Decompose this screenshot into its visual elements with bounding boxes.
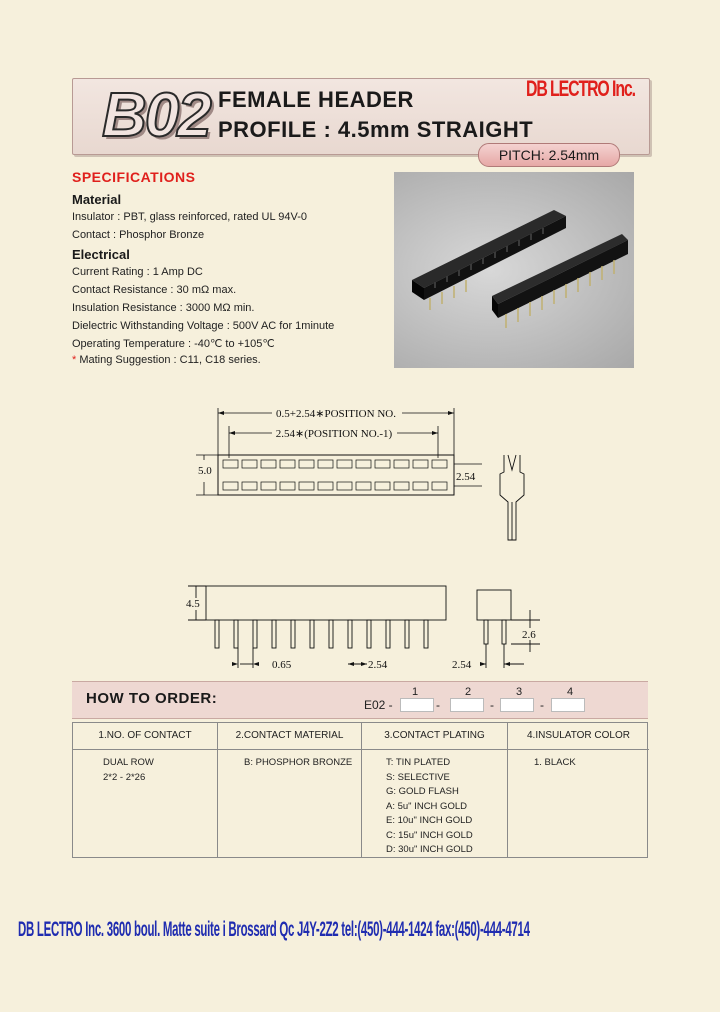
specifications-heading: SPECIFICATIONS xyxy=(72,169,196,185)
dim-height: 4.5 xyxy=(186,598,200,610)
dim-width: 5.0 xyxy=(198,465,212,477)
side-view-drawing xyxy=(180,580,560,675)
column-header: 4.INSULATOR COLOR xyxy=(508,723,649,750)
brand-logo: DB LECTRO Inc. xyxy=(526,76,635,101)
column-header: 3.CONTACT PLATING xyxy=(362,723,507,750)
dim-overall-length: 0.5+2.54∗POSITION NO. xyxy=(276,408,396,420)
product-profile: PROFILE : 4.5mm STRAIGHT xyxy=(218,117,534,142)
top-view-drawing xyxy=(182,400,542,550)
spec-operating-temperature: Operating Temperature : -40℃ to +105℃ xyxy=(72,338,275,350)
code-box-4[interactable] xyxy=(551,698,585,712)
dim-pin-offset: 0.65 xyxy=(272,659,292,671)
company-contact-footer: DB LECTRO Inc. 3600 boul. Matte suite i Brossard Qc J4Y-2Z2 tel:(450)-444-1424 fax:(450)-444-4714 xyxy=(18,918,530,941)
how-to-order-heading: HOW TO ORDER: xyxy=(86,690,218,707)
column-header: 1.NO. OF CONTACT xyxy=(73,723,217,750)
code-box-3[interactable] xyxy=(500,698,534,712)
code-position-3: 3 xyxy=(515,686,523,698)
bullet-star-icon: * xyxy=(72,354,77,366)
code-position-1: 1 xyxy=(411,686,419,698)
spec-insulator: Insulator : PBT, glass reinforced, rated UL 94V-0 xyxy=(72,211,307,223)
order-code-prefix: E02 - xyxy=(364,698,393,712)
option-item: DUAL ROW xyxy=(103,757,154,768)
option-item: D: 30u" INCH GOLD xyxy=(386,844,473,855)
code-position-4: 4 xyxy=(566,686,574,698)
column-contact-plating xyxy=(361,723,507,857)
dim-tail-length: 2.6 xyxy=(522,629,536,641)
option-item: 1. BLACK xyxy=(534,757,576,768)
option-item: T: TIN PLATED xyxy=(386,757,451,768)
spec-contact: Contact : Phosphor Bronze xyxy=(72,229,205,241)
option-item: B: PHOSPHOR BRONZE xyxy=(244,757,353,768)
column-contact-material xyxy=(217,723,361,857)
pitch-badge: PITCH: 2.54mm xyxy=(478,143,620,167)
dim-pin-pitch: 2.54 xyxy=(368,659,388,671)
column-number-of-contacts xyxy=(73,723,217,857)
code-separator: - xyxy=(436,698,440,712)
top-view-svg xyxy=(182,400,542,550)
product-title: FEMALE HEADER xyxy=(218,87,414,112)
option-item: G: GOLD FLASH xyxy=(386,786,459,797)
electrical-heading: Electrical xyxy=(72,247,130,262)
dim-row-pitch: 2.54 xyxy=(456,471,476,483)
option-item: E: 10u" INCH GOLD xyxy=(386,815,473,826)
mating-text: Mating Suggestion : C11, C18 series. xyxy=(79,354,261,366)
spec-contact-resistance: Contact Resistance : 30 mΩ max. xyxy=(72,284,237,296)
spec-insulation-resistance: Insulation Resistance : 3000 MΩ min. xyxy=(72,302,255,314)
spec-mating-suggestion xyxy=(72,354,261,366)
code-separator: - xyxy=(540,698,544,712)
column-insulator-color xyxy=(507,723,649,857)
option-item: A: 5u" INCH GOLD xyxy=(386,800,467,812)
material-heading: Material xyxy=(72,192,122,207)
product-photo xyxy=(394,172,634,368)
column-header: 2.CONTACT MATERIAL xyxy=(218,723,361,750)
code-position-2: 2 xyxy=(464,686,472,698)
side-view-svg xyxy=(180,580,560,675)
spec-current-rating: Current Rating : 1 Amp DC xyxy=(72,266,203,278)
model-code: B02 xyxy=(102,81,210,150)
option-item: C: 15u" INCH GOLD xyxy=(386,829,473,841)
code-separator: - xyxy=(490,698,494,712)
order-options-table xyxy=(72,722,648,858)
dim-tail-pitch: 2.54 xyxy=(452,659,472,671)
dim-pin-span: 2.54∗(POSITION NO.-1) xyxy=(275,428,393,440)
option-item: S: SELECTIVE xyxy=(386,771,450,783)
spec-dielectric-voltage: Dielectric Withstanding Voltage : 500V AC for 1minute xyxy=(72,320,335,332)
code-box-2[interactable] xyxy=(450,698,484,712)
code-box-1[interactable] xyxy=(400,698,434,712)
option-item: 2*2 - 2*26 xyxy=(103,771,146,783)
connector-photo-illustration xyxy=(394,172,634,368)
